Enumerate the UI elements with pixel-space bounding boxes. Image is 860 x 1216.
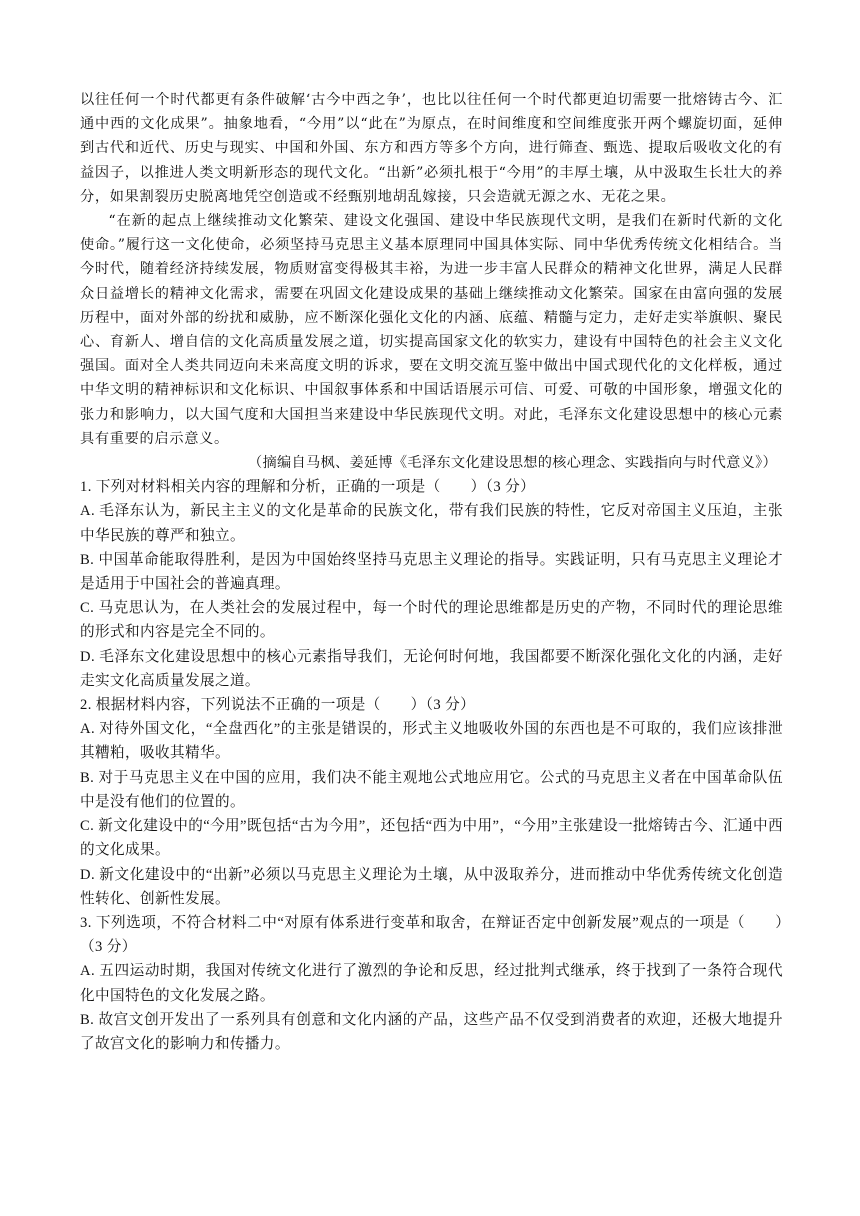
question-1-stem: 1. 下列对材料相关内容的理解和分析，正确的一项是（ ）（3 分）: [80, 479, 536, 496]
question-1: [80, 475, 783, 693]
passage-paragraph-1: 以往任何一个时代都更有条件破解‘古今中西之争’，也比以往任何一个时代都更迫切需要一批熔铸古今、汇通中西的文化成果”。抽象地看，“今用”以“此在”为原点，在时间维度和空间维度张开两个螺旋切面，延伸到古代和近代、历史与现实、中国和外国、东方和西方等多个方向，进行筛查、甄选、提取后吸收文化的有益因子，以推进人类文明新形态的现代文化。“出新”必须扎根于“今用”的丰厚土壤，从中汲取生长壮大的养分，如果割裂历史脱离地凭空创造或不经甄别地胡乱嫁接，只会造就无源之水、无花之果。: [80, 92, 783, 205]
question-2-option-b: B. 对于马克思主义在中国的应用，我们决不能主观地公式地应用它。公式的马克思主义者在中国革命队伍中是没有他们的位置的。: [80, 769, 783, 810]
document-page: [80, 88, 783, 1056]
question-3: [80, 911, 783, 1056]
question-1-option-b: B. 中国革命能取得胜利，是因为中国始终坚持马克思主义理论的指导。实践证明，只有马克思主义理论才是适用于中国社会的普遍真理。: [80, 551, 783, 593]
question-3-stem: 3. 下列选项，不符合材料二中“对原有体系进行变革和取舍，在辩证否定中创新发展”观点的一项是（ ）（3 分）: [80, 914, 783, 956]
question-3-option-a: A. 五四运动时期，我国对传统文化进行了激烈的争论和反思，经过批判式继承，终于找到了一条符合现代化中国特色的文化发展之路。: [80, 963, 783, 1004]
passage-source: （摘编自马枫、姜延博《毛泽东文化建设思想的核心理念、实践指向与时代意义》）: [248, 455, 777, 472]
question-1-option-d: D. 毛泽东文化建设思想中的核心元素指导我们，无论何时何地，我国都要不断深化强化文化的内涵，走好走实文化高质量发展之道。: [80, 648, 783, 689]
question-2-option-d: D. 新文化建设中的“出新”必须以马克思主义理论为土壤，从中汲取养分，进而推动中华优秀传统文化创造性转化、创新性发展。: [80, 866, 783, 907]
question-2-option-c: C. 新文化建设中的“今用”既包括“古为今用”，还包括“西为中用”，“今用”主张建设一批熔铸古今、汇通中西的文化成果。: [80, 818, 783, 859]
question-1-option-a: A. 毛泽东认为，新民主主义的文化是革命的民族文化，带有我们民族的特性，它反对帝国主义压迫，主张中华民族的尊严和独立。: [80, 503, 783, 544]
passage-paragraph-2: “在新的起点上继续推动文化繁荣、建设文化强国、建设中华民族现代文明，是我们在新时代新的文化使命。”履行这一文化使命，必须坚持马克思主义基本原理同中国具体实际、同中华优秀传统文化相结合。当今时代，随着经济持续发展，物质财富变得极其丰裕，为进一步丰富人民群众的精神文化世界，满足人民群众日益增长的精神文化需求，需要在巩固文化建设成果的基础上继续推动文化繁荣。国家在由富向强的发展历程中，面对外部的纷扰和威胁，应不断深化强化文化的内涵、底蕴、精髓与定力，走好走实举旗帜、聚民心、育新人、增自信的文化高质量发展之道，切实提高国家文化的软实力，建设有中国特色的社会主义文化强国。面对全人类共同迈向未来高度文明的诉求，要在文明交流互鉴中做出中国式现代化的文化样板，通过中华文明的精神标识和文化标识、中国叙事体系和中国话语展示可信、可爱、可敬的中国形象，增强文化的张力和影响力，以大国气度和大国担当来建设中华民族现代文明。对此，毛泽东文化建设思想中的核心元素具有重要的启示意义。: [80, 213, 783, 447]
question-3-option-b: B. 故宫文创开发出了一系列具有创意和文化内涵的产品，这些产品不仅受到消费者的欢迎，还极大地提升了故宫文化的影响力和传播力。: [80, 1011, 783, 1052]
question-1-option-c: C. 马克思认为，在人类社会的发展过程中，每一个时代的理论思维都是历史的产物，不同时代的理论思维的形式和内容是完全不同的。: [80, 600, 783, 641]
question-2: [80, 693, 783, 911]
question-2-option-a: A. 对待外国文化，“全盘西化”的主张是错误的，形式主义地吸收外国的东西也是不可取的，我们应该排泄其糟粕，吸收其精华。: [80, 721, 783, 762]
question-2-stem: 2. 根据材料内容，下列说法不正确的一项是（ ）（3 分）: [80, 697, 476, 714]
